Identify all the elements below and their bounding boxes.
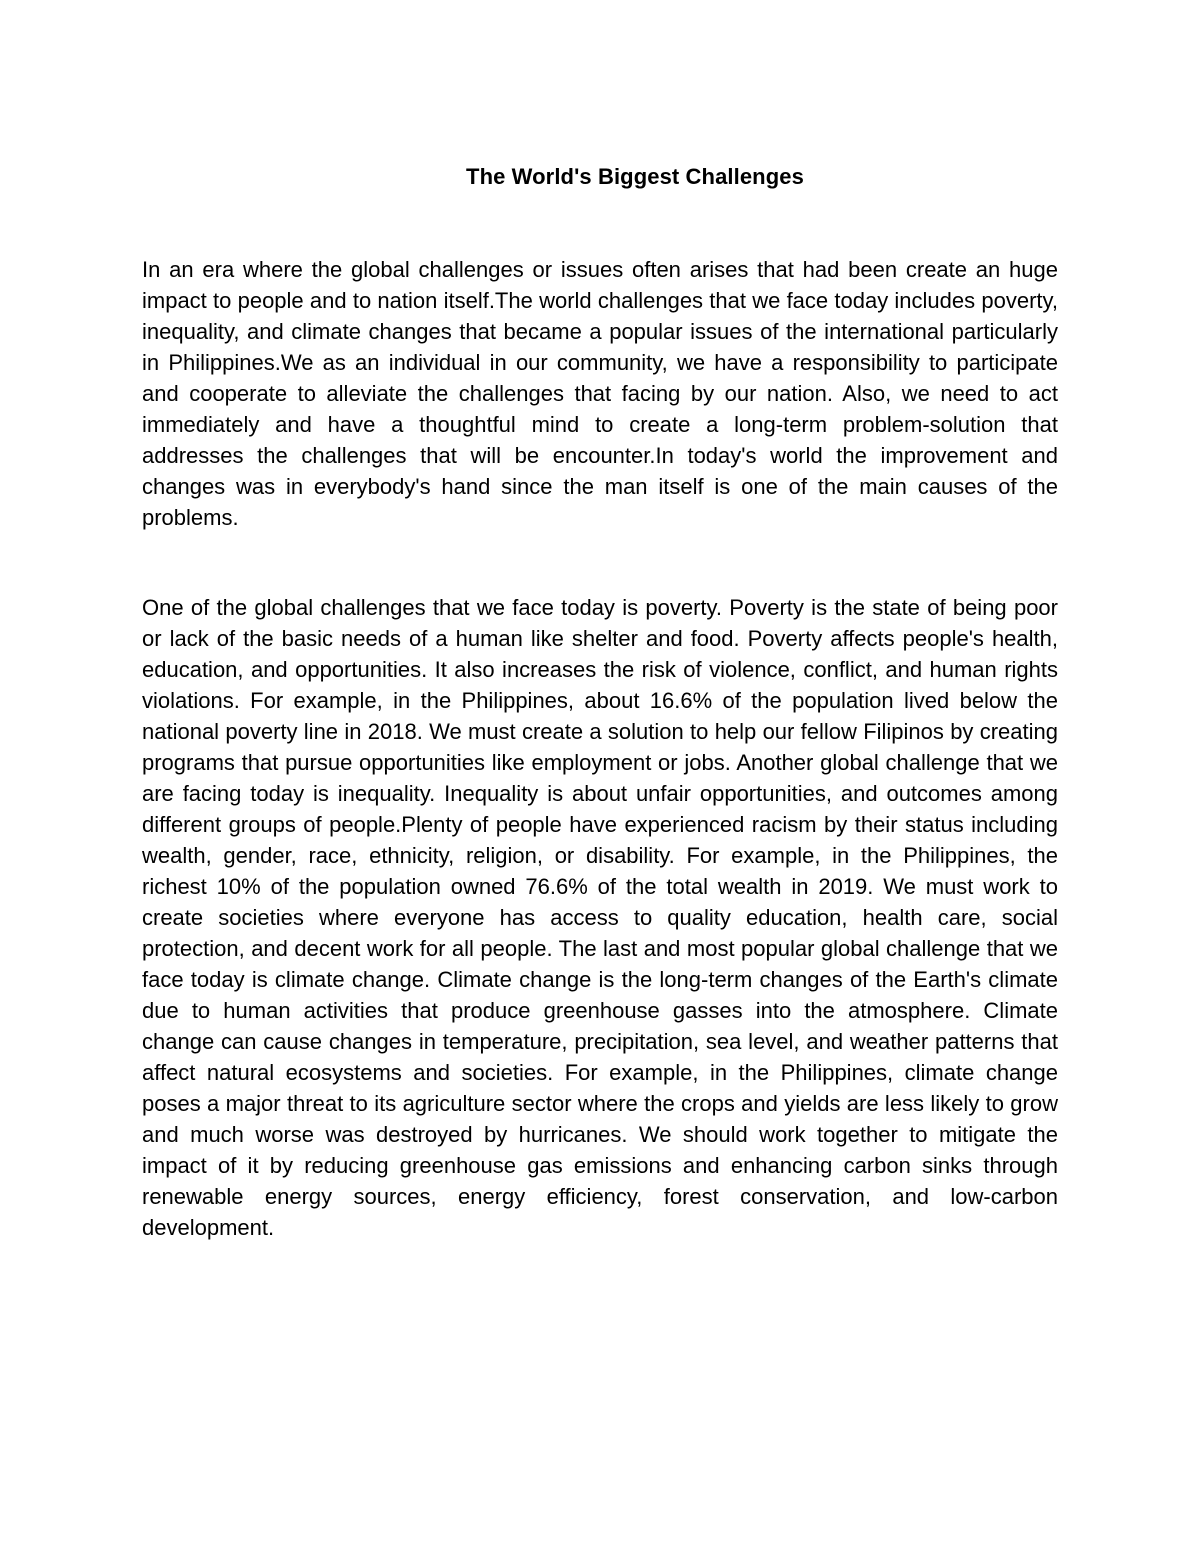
- paragraph-introduction: In an era where the global challenges or issues often arises that had been create an huge impact to people and to nation itself.The world challenges that we face today includes poverty, inequality, and climate changes that became a popular issues of the international particularly in Philippines.We as an individual in our community, we have a responsibility to participate and cooperate to alleviate the challenges that facing by our nation. Also, we need to act immediately and have a thoughtful mind to create a long-term problem-solution that addresses the challenges that will be encounter.In today's world the improvement and changes was in everybody's hand since the man itself is one of the main causes of the problems.: [142, 257, 1058, 530]
- document-title: The World's Biggest Challenges: [466, 164, 804, 189]
- paragraph-body: One of the global challenges that we face today is poverty. Poverty is the state of being poor or lack of the basic needs of a human like shelter and food. Poverty affects people's health, education, and opportunities. It also increases the risk of violence, conflict, and human rights violations. For example, in the Philippines, about 16.6% of the population lived below the national poverty line in 2018. We must create a solution to help our fellow Filipinos by creating programs that pursue opportunities like employment or jobs. Another global challenge that we are facing today is inequality. Inequality is about unfair opportunities, and outcomes among different groups of people.Plenty of people have experienced racism by their status including wealth, gender, race, ethnicity, religion, or disability. For example, in the Philippines, the richest 10% of the population owned 76.6% of the total wealth in 2019. We must work to create societies where everyone has access to quality education, health care, social protection, and decent work for all people. The last and most popular global challenge that we face today is climate change. Climate change is the long-term changes of the Earth's climate due to human activities that produce greenhouse gasses into the atmosphere. Climate change can cause changes in temperature, precipitation, sea level, and weather patterns that affect natural ecosystems and societies. For example, in the Philippines, climate change poses a major threat to its agriculture sector where the crops and yields are less likely to grow and much worse was destroyed by hurricanes. We should work together to mitigate the impact of it by reducing greenhouse gas emissions and enhancing carbon sinks through renewable energy sources, energy efficiency, forest conservation, and low-carbon development.: [142, 595, 1058, 1240]
